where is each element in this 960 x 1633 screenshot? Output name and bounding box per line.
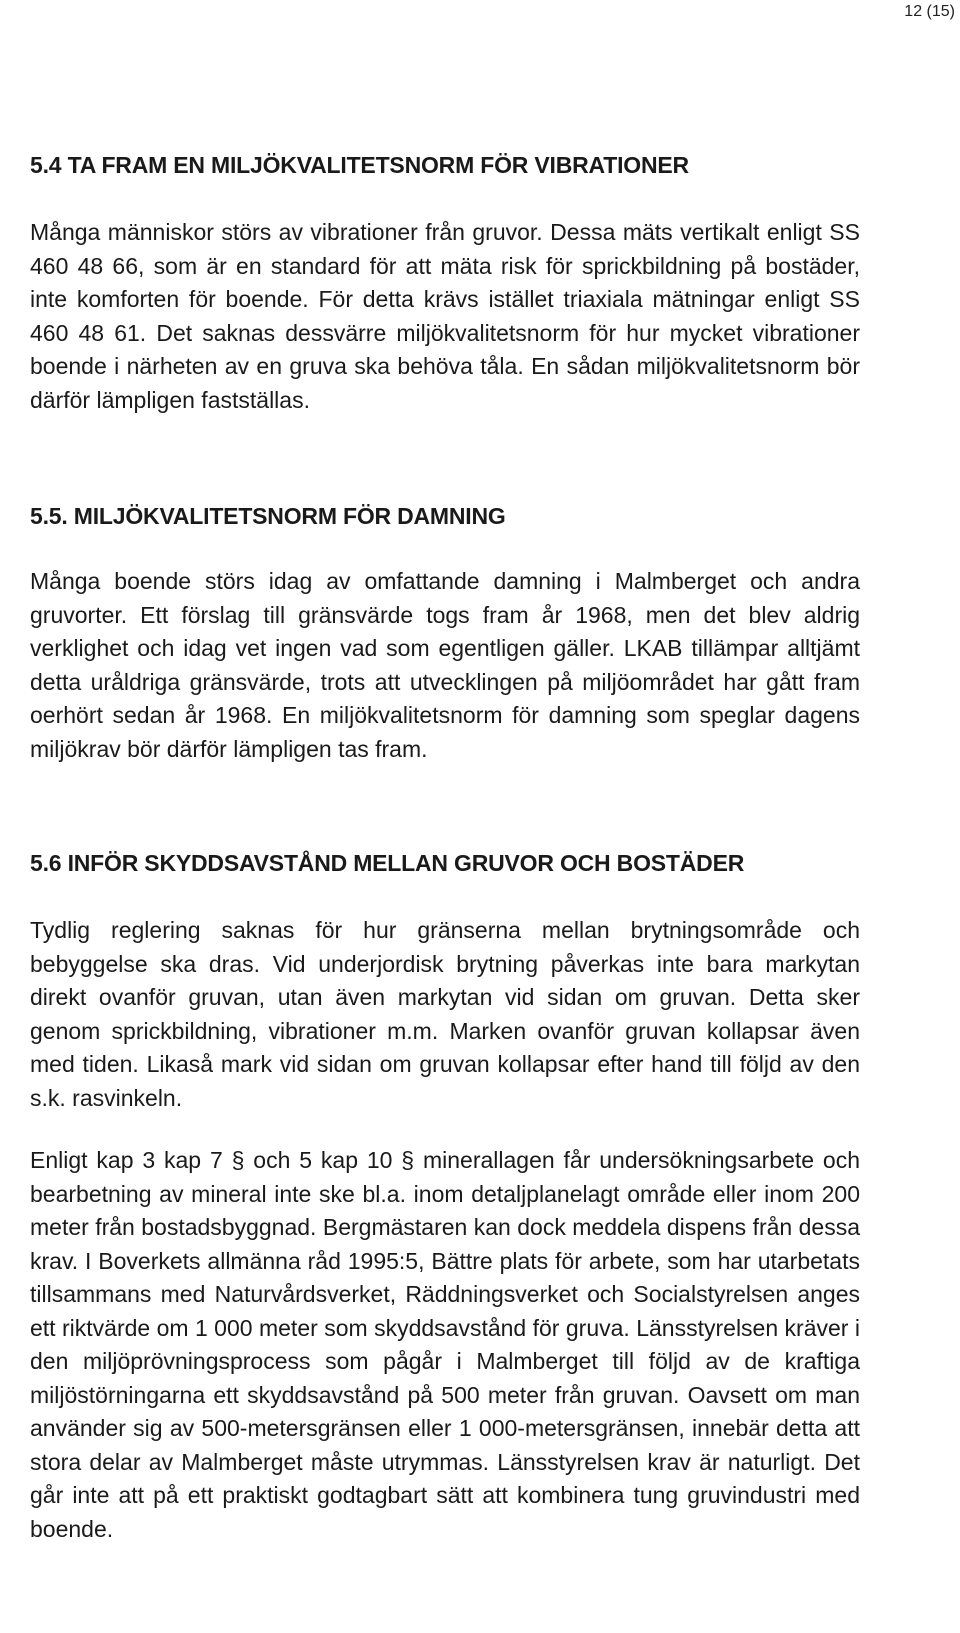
page-number: 12 (15) bbox=[904, 3, 955, 20]
paragraph-skyddsavstand-2: Enligt kap 3 kap 7 § och 5 kap 10 § minerallagen får undersökningsarbete och bearbetning av mineral inte ske bl.a. inom detaljplanelagt område eller inom 200 meter från bostadsbyggnad. Bergmästaren kan dock meddela dispens från dessa krav. I Boverkets allmänna råd 1995:5, Bättre plats för arbete, som har utarbetats tillsammans med Naturvårdsverket, Räddningsverket och Socialstyrelsen anges ett riktvärde om 1 000 meter som skyddsavstånd för gruva. Länsstyrelsen kräver i den miljöprövningsprocess som pågår i Malmberget till följd av de kraftiga miljöstörningarna ett skyddsavstånd på 500 meter från gruvan. Oavsett om man använder sig av 500-metersgränsen eller 1 000-metersgränsen, innebär detta att stora delar av Malmberget måste utrymmas. Länsstyrelsen krav är naturligt. Det går inte att på ett praktiskt godtagbart sätt att kombinera tung gruvindustri med boende. bbox=[30, 1147, 860, 1542]
paragraph-skyddsavstand-1: Tydlig reglering saknas för hur gränserna mellan brytningsområde och bebyggelse ska dras. Vid underjordisk brytning påverkas inte bara markytan direkt ovanför gruvan, utan även markytan vid sidan om gruvan. Detta sker genom sprickbildning, vibrationer m.m. Marken ovanför gruvan kollapsar även med tiden. Likaså mark vid sidan om gruvan kollapsar efter hand till följd av den s.k. rasvinkeln. bbox=[30, 917, 860, 1111]
section-heading-5-5: 5.5. MILJÖKVALITETSNORM FÖR DAMNING bbox=[30, 503, 506, 529]
section-heading-5-4: 5.4 TA FRAM EN MILJÖKVALITETSNORM FÖR VIBRATIONER bbox=[30, 152, 689, 178]
section-heading-5-6: 5.6 INFÖR SKYDDSAVSTÅND MELLAN GRUVOR OCH BOSTÄDER bbox=[30, 850, 745, 876]
paragraph-vibrationer: Många människor störs av vibrationer från gruvor. Dessa mäts vertikalt enligt SS 460 48 66, som är en standard för att mäta risk för sprickbildning på bostäder, inte komforten för boende. För detta krävs istället triaxiala mätningar enligt SS 460 48 61. Det saknas dessvärre miljökvalitetsnorm för hur mycket vibrationer boende i närheten av en gruva ska behöva tåla. En sådan miljökvalitetsnorm bör därför lämpligen fastställas. bbox=[30, 219, 860, 413]
paragraph-damning: Många boende störs idag av omfattande damning i Malmberget och andra gruvorter. Ett förslag till gränsvärde togs fram år 1968, men det blev aldrig verklighet och idag vet ingen vad som egentligen gäller. LKAB tillämpar alltjämt detta uråldriga gränsvärde, trots att utvecklingen på miljöområdet har gått fram oerhört sedan år 1968. En miljökvalitetsnorm för damning som speglar dagens miljökrav bör därför lämpligen tas fram. bbox=[30, 568, 860, 762]
